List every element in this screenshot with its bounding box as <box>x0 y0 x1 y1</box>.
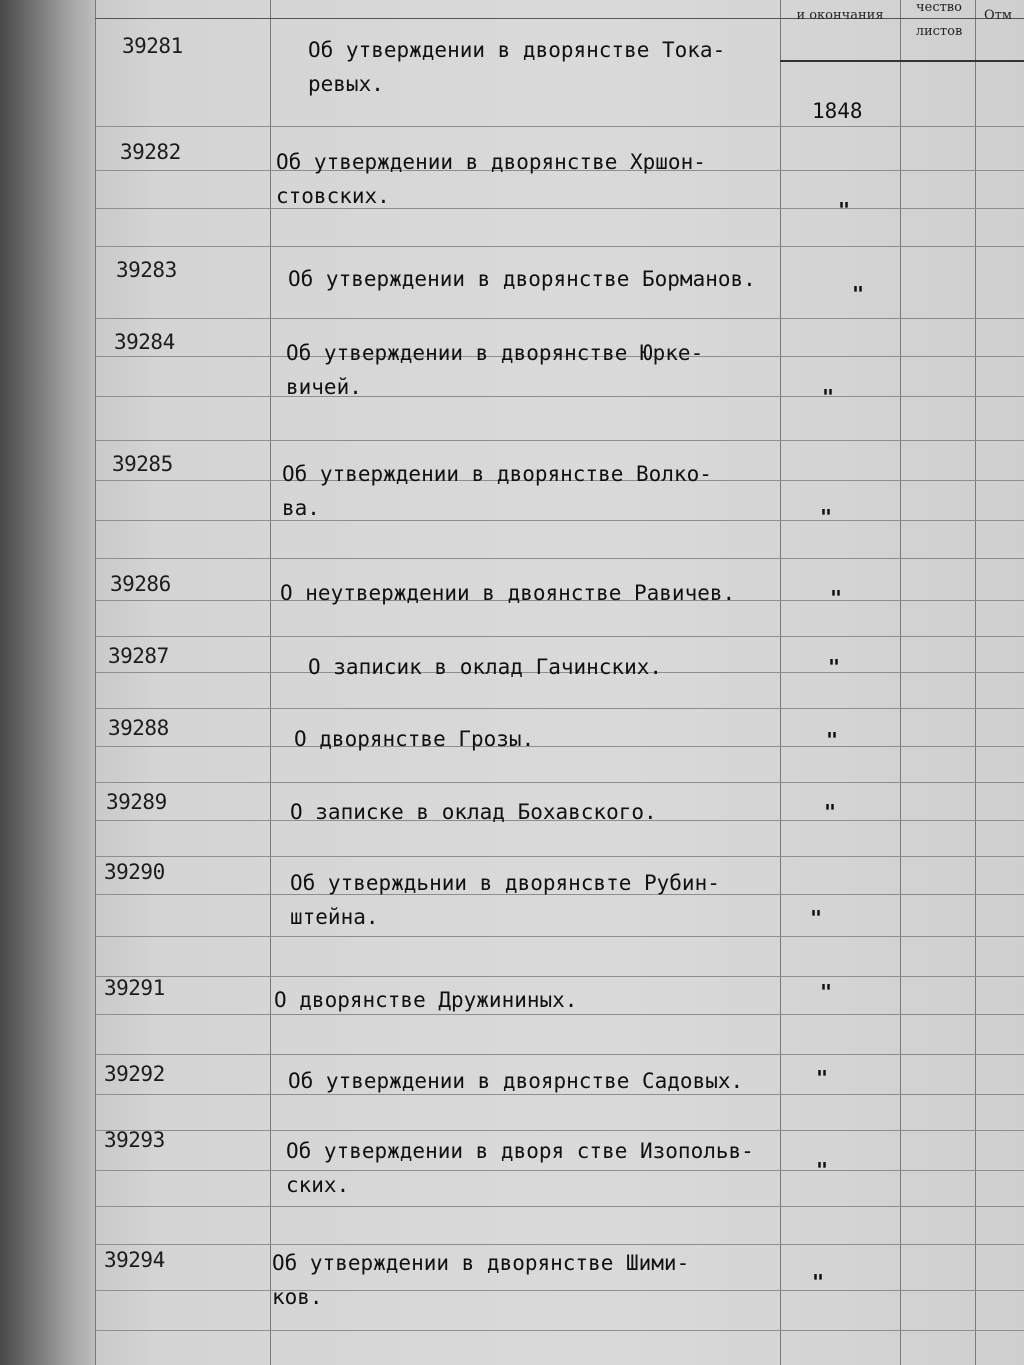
inventory-number: 39294 <box>104 1248 165 1272</box>
file-title: Об утверждении в дворянстве Тока- ревых. <box>308 38 726 96</box>
row-rule <box>96 126 1024 127</box>
row-rule <box>96 976 1024 977</box>
inventory-number: 39290 <box>104 860 165 884</box>
ditto-mark: " <box>828 655 841 679</box>
row-rule <box>96 558 1024 559</box>
inventory-number: 39282 <box>120 140 181 164</box>
row-rule <box>96 782 1024 783</box>
inventory-number: 39287 <box>108 644 169 668</box>
dates-column-header: и окончания <box>796 8 884 23</box>
file-title: Об утверждении в дворянстве Борманов. <box>288 267 756 291</box>
ditto-mark: " <box>820 505 833 529</box>
row-rule <box>96 1206 1024 1207</box>
file-title: О дворянстве Дружининых. <box>274 988 578 1012</box>
row-rule <box>96 1244 1024 1245</box>
row-rule <box>96 746 1024 747</box>
file-title: Об утверждении в двоярнстве Садовых. <box>288 1069 744 1093</box>
inventory-number: 39291 <box>104 976 165 1000</box>
ditto-mark: " <box>826 728 839 752</box>
ditto-mark: " <box>824 800 837 824</box>
inventory-number: 39281 <box>122 34 183 58</box>
header-rule <box>780 60 1024 62</box>
column-rule <box>780 0 781 1365</box>
ditto-mark: " <box>838 198 851 222</box>
inventory-number: 39285 <box>112 452 173 476</box>
ditto-mark: " <box>822 385 835 409</box>
ditto-mark: " <box>852 282 865 306</box>
inventory-number: 39292 <box>104 1062 165 1086</box>
column-rule <box>270 0 271 1365</box>
row-rule <box>96 246 1024 247</box>
book-binding <box>0 0 96 1365</box>
file-title: Об утверждьнии в дворянсвте Рубин- штейна. <box>290 871 720 929</box>
column-rule <box>975 0 976 1365</box>
ditto-mark: " <box>812 1270 825 1294</box>
file-title: Об утверждении в дворянстве Волко- ва. <box>282 462 712 520</box>
file-title: Об утверждении в дворя стве Изопольв- ских. <box>286 1139 754 1197</box>
notes-column-header: Отм <box>984 8 1012 23</box>
inventory-number: 39293 <box>104 1128 165 1152</box>
file-title: О записке в оклад Бохавского. <box>290 800 657 824</box>
row-rule <box>96 856 1024 857</box>
inventory-number: 39288 <box>108 716 169 740</box>
inventory-number: 39286 <box>110 572 171 596</box>
row-rule <box>96 708 1024 709</box>
ditto-mark: " <box>820 980 833 1004</box>
inventory-number: 39284 <box>114 330 175 354</box>
count-column-header-1: чество <box>916 0 962 15</box>
row-rule <box>96 440 1024 441</box>
ditto-mark: " <box>830 586 843 610</box>
ditto-mark: " <box>810 906 823 930</box>
file-title: Об утверждении в дворянстве Хршон- стовских. <box>276 150 706 208</box>
file-title: О неутверждении в двоянстве Равичев. <box>280 581 736 605</box>
date-value: 1848 <box>812 99 863 123</box>
row-rule <box>96 1054 1024 1055</box>
row-rule <box>96 1330 1024 1331</box>
ditto-mark: " <box>816 1066 829 1090</box>
file-title: О записик в оклад Гачинских. <box>308 655 663 679</box>
column-rule <box>900 0 901 1365</box>
inventory-number: 39283 <box>116 258 177 282</box>
inventory-number: 39289 <box>106 790 167 814</box>
count-column-header-2: листов <box>915 24 963 39</box>
row-rule <box>96 1130 1024 1131</box>
ditto-mark: " <box>816 1158 829 1182</box>
column-rule <box>95 0 96 1365</box>
row-rule <box>96 936 1024 937</box>
file-title: Об утверждении в дворянстве Юрке- вичей. <box>286 341 704 399</box>
file-title: Об утверждении в дворянстве Шими- ков. <box>272 1251 690 1309</box>
row-rule <box>96 636 1024 637</box>
file-title: О дворянстве Грозы. <box>294 727 535 751</box>
row-rule <box>96 318 1024 319</box>
